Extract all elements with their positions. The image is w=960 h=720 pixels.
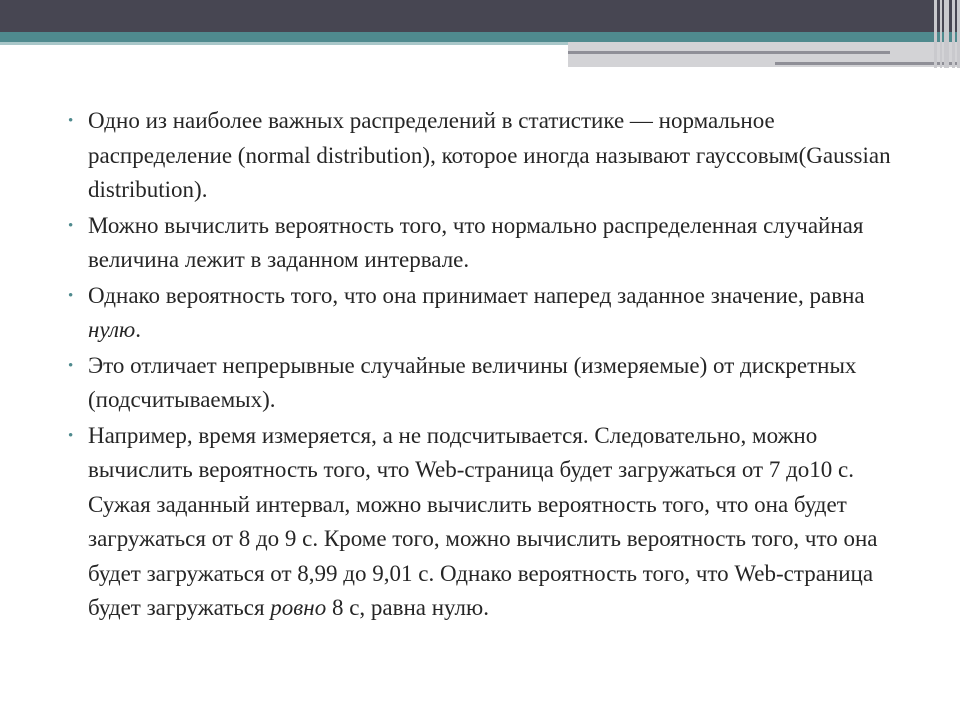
bullet-text <box>88 283 865 343</box>
bullet-text: Одно из наиболее важных распределений в статистике — нормальное распределение (normal distribution), которое иногда называют гауссовым(Gaussian distribution). <box>88 108 891 202</box>
bullet-text-part: 8 с, равна нулю. <box>326 595 489 620</box>
header-dark-band <box>0 0 960 32</box>
bullet-item <box>68 104 898 208</box>
header-grey-line <box>775 62 960 65</box>
bullet-icon: • <box>68 357 74 374</box>
header-vertical-bars <box>934 0 960 68</box>
bullet-text-part: Однако вероятность того, что она принимает наперед заданное значение, равна <box>88 282 865 308</box>
bullet-text: Можно вычислить вероятность того, что нормально распределенная случайная величина лежит в заданном интервале. <box>88 212 864 272</box>
bullet-icon: • <box>68 113 74 129</box>
header-grey-line <box>568 51 890 54</box>
bullet-item <box>68 279 898 348</box>
bullet-icon: • <box>68 287 74 304</box>
header-teal-band <box>0 32 960 42</box>
bullet-item <box>68 209 898 278</box>
bullet-text: Это отличает непрерывные случайные величины (измеряемые) от дискретных (подсчитываемых). <box>88 352 857 412</box>
bullet-text-part: . <box>135 317 141 342</box>
bullet-text-emphasis: нулю <box>88 317 136 342</box>
bullet-item <box>68 419 898 626</box>
bullet-text-emphasis: ровно <box>270 595 327 620</box>
bullet-text <box>88 423 878 621</box>
bullet-icon: • <box>68 217 74 234</box>
bullet-list <box>68 104 898 626</box>
header-teal-thin-line <box>0 42 568 45</box>
bullet-icon: • <box>68 427 74 444</box>
bullet-text-part: Например, время измеряется, а не подсчитывается. Следовательно, можно вычислить вероятность того, что Web-страница будет загружаться от 7 до10 с. Сужая заданный интервал, можно вычислить вероятность того, что она будет загружаться от 8 до 9 с. Кроме того, можно вычислить вероятность того, что она будет загружаться от 8,99 до 9,01 с. Однако вероятность того, что Web-страница будет загружаться <box>88 422 878 620</box>
bullet-item <box>68 349 898 418</box>
slide-content <box>68 104 898 627</box>
